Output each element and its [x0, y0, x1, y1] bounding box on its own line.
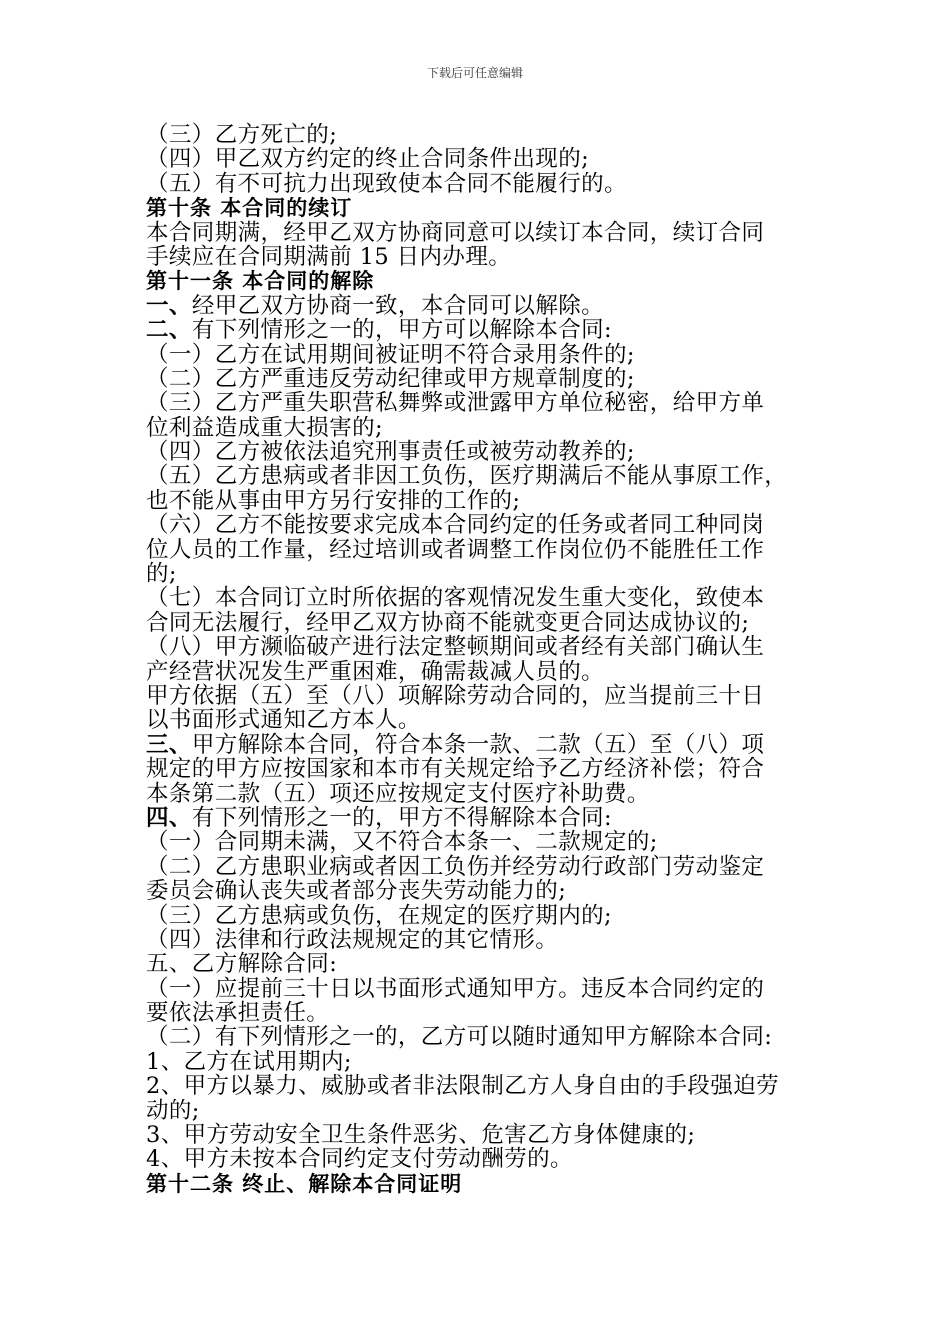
- clause-number: 三、: [146, 731, 192, 758]
- body-text-line: （六）乙方不能按要求完成本合同约定的任务或者同工种同岗: [146, 512, 765, 539]
- numbered-clause: [146, 318, 814, 342]
- body-text-line: 位利益造成重大损害的;: [146, 414, 383, 441]
- page-header-watermark: 下载后可任意编辑: [426, 66, 523, 80]
- document-body: [146, 123, 814, 1196]
- body-text-line: （二）乙方患职业病或者因工负伤并经劳动行政部门劳动鉴定: [146, 853, 765, 880]
- body-text-line: 要依法承担责任。: [146, 1000, 330, 1027]
- body-text-line: 3、甲方劳动安全卫生条件恶劣、危害乙方身体健康的;: [146, 1122, 696, 1149]
- body-text-line: （一）乙方在试用期间被证明不符合录用条件的;: [146, 341, 635, 368]
- body-text-line: （五）有不可抗力出现致使本合同不能履行的。: [146, 170, 627, 197]
- body-text-line: 规定的甲方应按国家和本市有关规定给予乙方经济补偿；符合: [146, 756, 765, 783]
- clause-number: 一、: [146, 292, 192, 319]
- clause-number: 四、: [146, 804, 192, 831]
- body-text-line: （七）本合同订立时所依据的客观情况发生重大变化，致使本: [146, 585, 765, 612]
- clause-text: 甲方解除本合同，符合本条一款、二款（五）至（八）项: [191, 731, 765, 758]
- clause-text: 有下列情形之一的，甲方可以解除本合同:: [191, 317, 612, 344]
- body-text-line: 合同无法履行，经甲乙双方协商不能就变更合同达成协议的;: [146, 609, 750, 636]
- body-text-line: （四）法律和行政法规规定的其它情形。: [146, 926, 559, 953]
- section-heading: 第十二条 终止、解除本合同证明: [146, 1171, 463, 1196]
- body-text-line: （二）乙方严重违反劳动纪律或甲方规章制度的;: [146, 365, 635, 392]
- body-text-line: 甲方依据（五）至（八）项解除劳动合同的，应当提前三十日: [146, 682, 765, 709]
- numbered-clause: [146, 294, 814, 318]
- section-heading: 第十条 本合同的续订: [146, 196, 353, 221]
- body-text-line: （五）乙方患病或者非因工负伤，医疗期满后不能从事原工作，: [146, 463, 788, 490]
- body-text-line: 本条第二款（五）项还应按规定支付医疗补助费。: [146, 780, 650, 807]
- clause-text: 有下列情形之一的，甲方不得解除本合同:: [191, 804, 612, 831]
- body-text-line: （四）甲乙双方约定的终止合同条件出现的;: [146, 146, 590, 173]
- clause-number: 二、: [146, 317, 192, 344]
- body-text-line: 五、乙方解除合同:: [146, 951, 338, 978]
- section-heading: 第十一条 本合同的解除: [146, 269, 375, 294]
- numbered-clause: [146, 806, 814, 830]
- body-text-line: （三）乙方患病或负伤，在规定的医疗期内的;: [146, 902, 612, 929]
- body-text-line: （二）有下列情形之一的，乙方可以随时通知甲方解除本合同:: [146, 1024, 773, 1051]
- body-text-line: 本合同期满，经甲乙双方协商同意可以续订本合同，续订合同: [146, 219, 765, 246]
- clause-text: 经甲乙双方协商一致，本合同可以解除。: [191, 292, 605, 319]
- body-text-line: 产经营状况发生严重困难，确需裁减人员的。: [146, 658, 605, 685]
- body-text-line: （三）乙方严重失职营私舞弊或泄露甲方单位秘密，给甲方单: [146, 390, 765, 417]
- body-text-line: （三）乙方死亡的;: [146, 122, 338, 148]
- body-text-line: 手续应在合同期满前 15 日内办理。: [146, 243, 512, 270]
- body-text-line: （八）甲方濒临破产进行法定整顿期间或者经有关部门确认生: [146, 634, 765, 661]
- numbered-clause: [146, 733, 814, 757]
- body-text-line: （一）合同期未满，又不符合本条一、二款规定的;: [146, 829, 658, 856]
- body-text-line: 4、甲方未按本合同约定支付劳动酬劳的。: [146, 1146, 573, 1173]
- body-text-line: 也不能从事由甲方另行安排的工作的;: [146, 487, 521, 514]
- body-text-line: 动的;: [146, 1097, 200, 1124]
- body-text-line: 委员会确认丧失或者部分丧失劳动能力的;: [146, 878, 567, 905]
- body-text-line: 1、乙方在试用期内;: [146, 1048, 352, 1075]
- body-text-line: （四）乙方被依法追究刑事责任或被劳动教养的;: [146, 439, 635, 466]
- body-text-line: 的;: [146, 561, 177, 588]
- body-text-line: 位人员的工作量，经过培训或者调整工作岗位仍不能胜任工作: [146, 536, 765, 563]
- body-text-line: （一）应提前三十日以书面形式通知甲方。违反本合同约定的: [146, 975, 765, 1002]
- body-text-line: 以书面形式通知乙方本人。: [146, 707, 421, 734]
- body-text-line: 2、甲方以暴力、威胁或者非法限制乙方人身自由的手段强迫劳: [146, 1073, 780, 1100]
